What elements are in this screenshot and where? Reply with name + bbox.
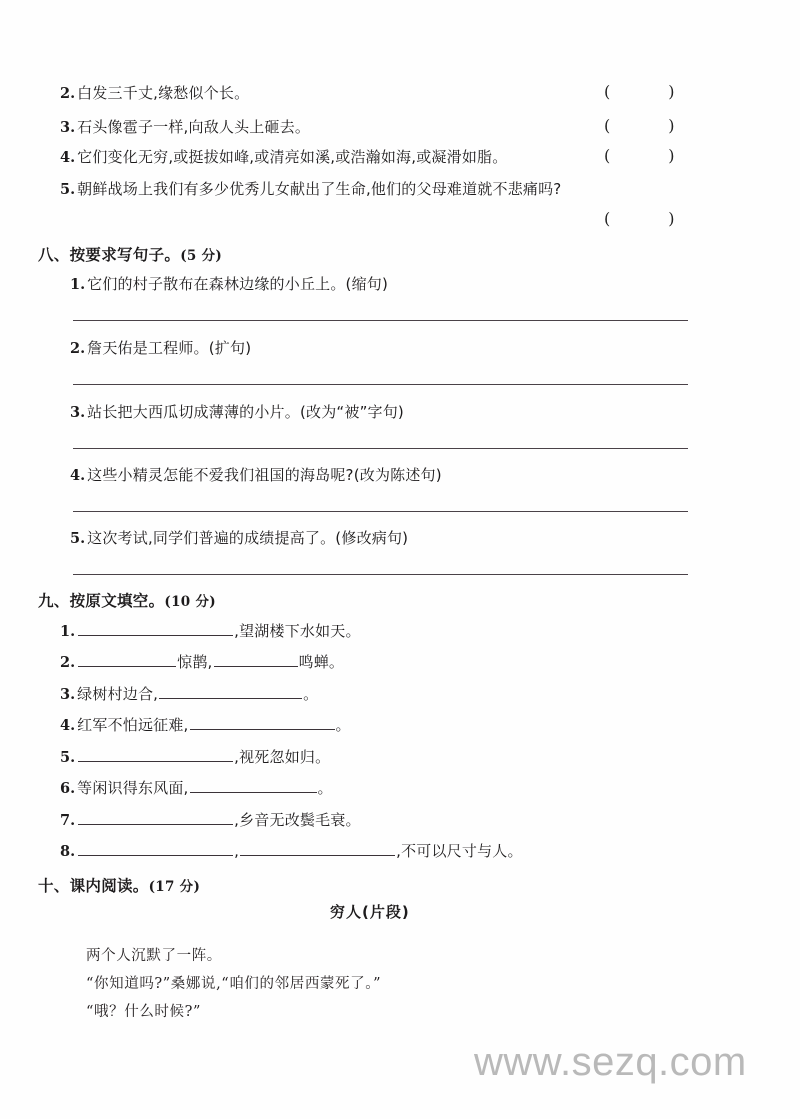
item-number: 8. [60,843,76,860]
judgement-item-5 [60,178,561,199]
bracket-right: ) [668,146,675,165]
item-text: 朝鲜战场上我们有多少优秀儿女献出了生命,他们的父母难道就不悲痛吗? [77,180,562,198]
item-text: ,乡音无改鬓毛衰。 [234,811,361,829]
bracket-left: ( [604,146,611,165]
section-nine-item-8 [60,840,523,861]
answer-line-8-1[interactable] [73,320,688,321]
answer-line-8-3[interactable] [73,448,688,449]
bracket-right: ) [668,116,675,135]
section-eight-item-5 [70,527,408,548]
item-number: 6. [60,780,76,797]
item-text: ,视死忽如归。 [234,748,331,766]
item-number: 5. [60,749,76,766]
item-text: ,望湖楼下水如天。 [234,622,361,640]
item-number: 4. [60,149,76,166]
item-text-after: 鸣蝉。 [298,653,345,671]
item-number: 2. [70,340,86,357]
judgement-item-2 [60,82,249,103]
fill-blank-9-2-b[interactable] [214,651,298,667]
judgement-bracket-2[interactable] [604,82,675,101]
judgement-item-4 [60,146,507,167]
section-nine-item-4 [60,714,351,735]
item-text: 白发三千丈,缘愁似个长。 [77,84,250,102]
item-text-after: 。 [317,779,333,797]
fill-blank-9-8-b[interactable] [240,840,395,856]
item-number: 1. [60,623,76,640]
section-nine-item-3 [60,683,318,704]
item-number: 5. [70,530,86,547]
item-text-before: 红军不怕远征难, [77,716,189,734]
passage-line-1: 两个人沉默了一阵。 [86,948,222,964]
section-eight-item-1 [70,273,388,294]
item-text-middle: , [234,842,240,860]
item-text: 它们变化无穷,或挺拔如峰,或清亮如溪,或浩瀚如海,或凝滑如脂。 [77,148,508,166]
fill-blank-9-8-a[interactable] [78,840,233,856]
answer-line-8-4[interactable] [73,511,688,512]
fill-blank-9-4-a[interactable] [190,714,335,730]
fill-blank-9-5-a[interactable] [78,746,233,762]
item-number: 4. [70,467,86,484]
item-number: 3. [60,686,76,703]
judgement-bracket-3[interactable] [604,116,675,135]
section-ten-score: (17 分) [148,879,201,895]
fill-blank-9-6-a[interactable] [190,777,317,793]
item-text-after: 。 [303,685,319,703]
section-eight-score: (5 分) [180,248,223,264]
fill-blank-9-2-a[interactable] [78,651,176,667]
judgement-item-3 [60,116,310,137]
item-text: 它们的村子散布在森林边缘的小丘上。(缩句) [87,275,389,293]
fill-blank-9-3-a[interactable] [159,683,302,699]
item-text: 站长把大西瓜切成薄薄的小片。(改为“被”字句) [87,403,404,421]
item-number: 5. [60,181,76,198]
item-number: 3. [60,119,76,136]
bracket-right: ) [668,82,675,101]
judgement-bracket-4[interactable] [604,146,675,165]
section-nine-item-5 [60,746,330,767]
passage-line-3: “哦？什么时候?” [86,1004,201,1020]
section-heading-nine [38,589,216,611]
item-text: 詹天佑是工程师。(扩句) [87,339,252,357]
item-text-before: 绿树村边合, [77,685,159,703]
judgement-bracket-5[interactable] [604,209,675,228]
bracket-left: ( [604,116,611,135]
section-ten-title: 十、课内阅读。 [38,877,149,895]
section-eight-item-2 [70,337,251,358]
section-nine-item-6 [60,777,333,798]
answer-line-8-5[interactable] [73,574,688,575]
item-text-after: 。 [335,716,351,734]
section-nine-title: 九、按原文填空。 [38,592,165,610]
bracket-left: ( [604,82,611,101]
section-eight-item-4 [70,464,442,485]
section-eight-item-3 [70,401,404,422]
item-number: 1. [70,276,86,293]
section-nine-item-2 [60,651,344,672]
item-number: 2. [60,654,76,671]
item-text: 这些小精灵怎能不爱我们祖国的海岛呢?(改为陈述句) [87,466,442,484]
section-nine-item-7 [60,809,361,830]
item-number: 3. [70,404,86,421]
fill-blank-9-7-a[interactable] [78,809,233,825]
item-text-after: ,不可以尺寸与人。 [396,842,523,860]
item-number: 4. [60,717,76,734]
item-text-before: 等闲识得东风面, [77,779,189,797]
bracket-right: ) [668,209,675,228]
fill-blank-9-1-a[interactable] [78,620,233,636]
item-number: 2. [60,85,76,102]
item-text-middle: 惊鹊, [177,653,213,671]
item-text: 石头像雹子一样,向敌人头上砸去。 [77,118,311,136]
item-number: 7. [60,812,76,829]
section-heading-ten [38,874,200,896]
section-heading-eight [38,243,222,265]
section-nine-item-1 [60,620,361,641]
bracket-left: ( [604,209,611,228]
site-watermark: www.sezq.com [474,1040,747,1084]
answer-line-8-2[interactable] [73,384,688,385]
passage-line-2: “你知道吗?”桑娜说,“咱们的邻居西蒙死了。” [86,976,382,992]
section-eight-title: 八、按要求写句子。 [38,246,181,264]
section-nine-score: (10 分) [164,594,216,610]
item-text: 这次考试,同学们普遍的成绩提高了。(修改病句) [87,529,409,547]
passage-title: 穷人(片段) [330,903,410,921]
